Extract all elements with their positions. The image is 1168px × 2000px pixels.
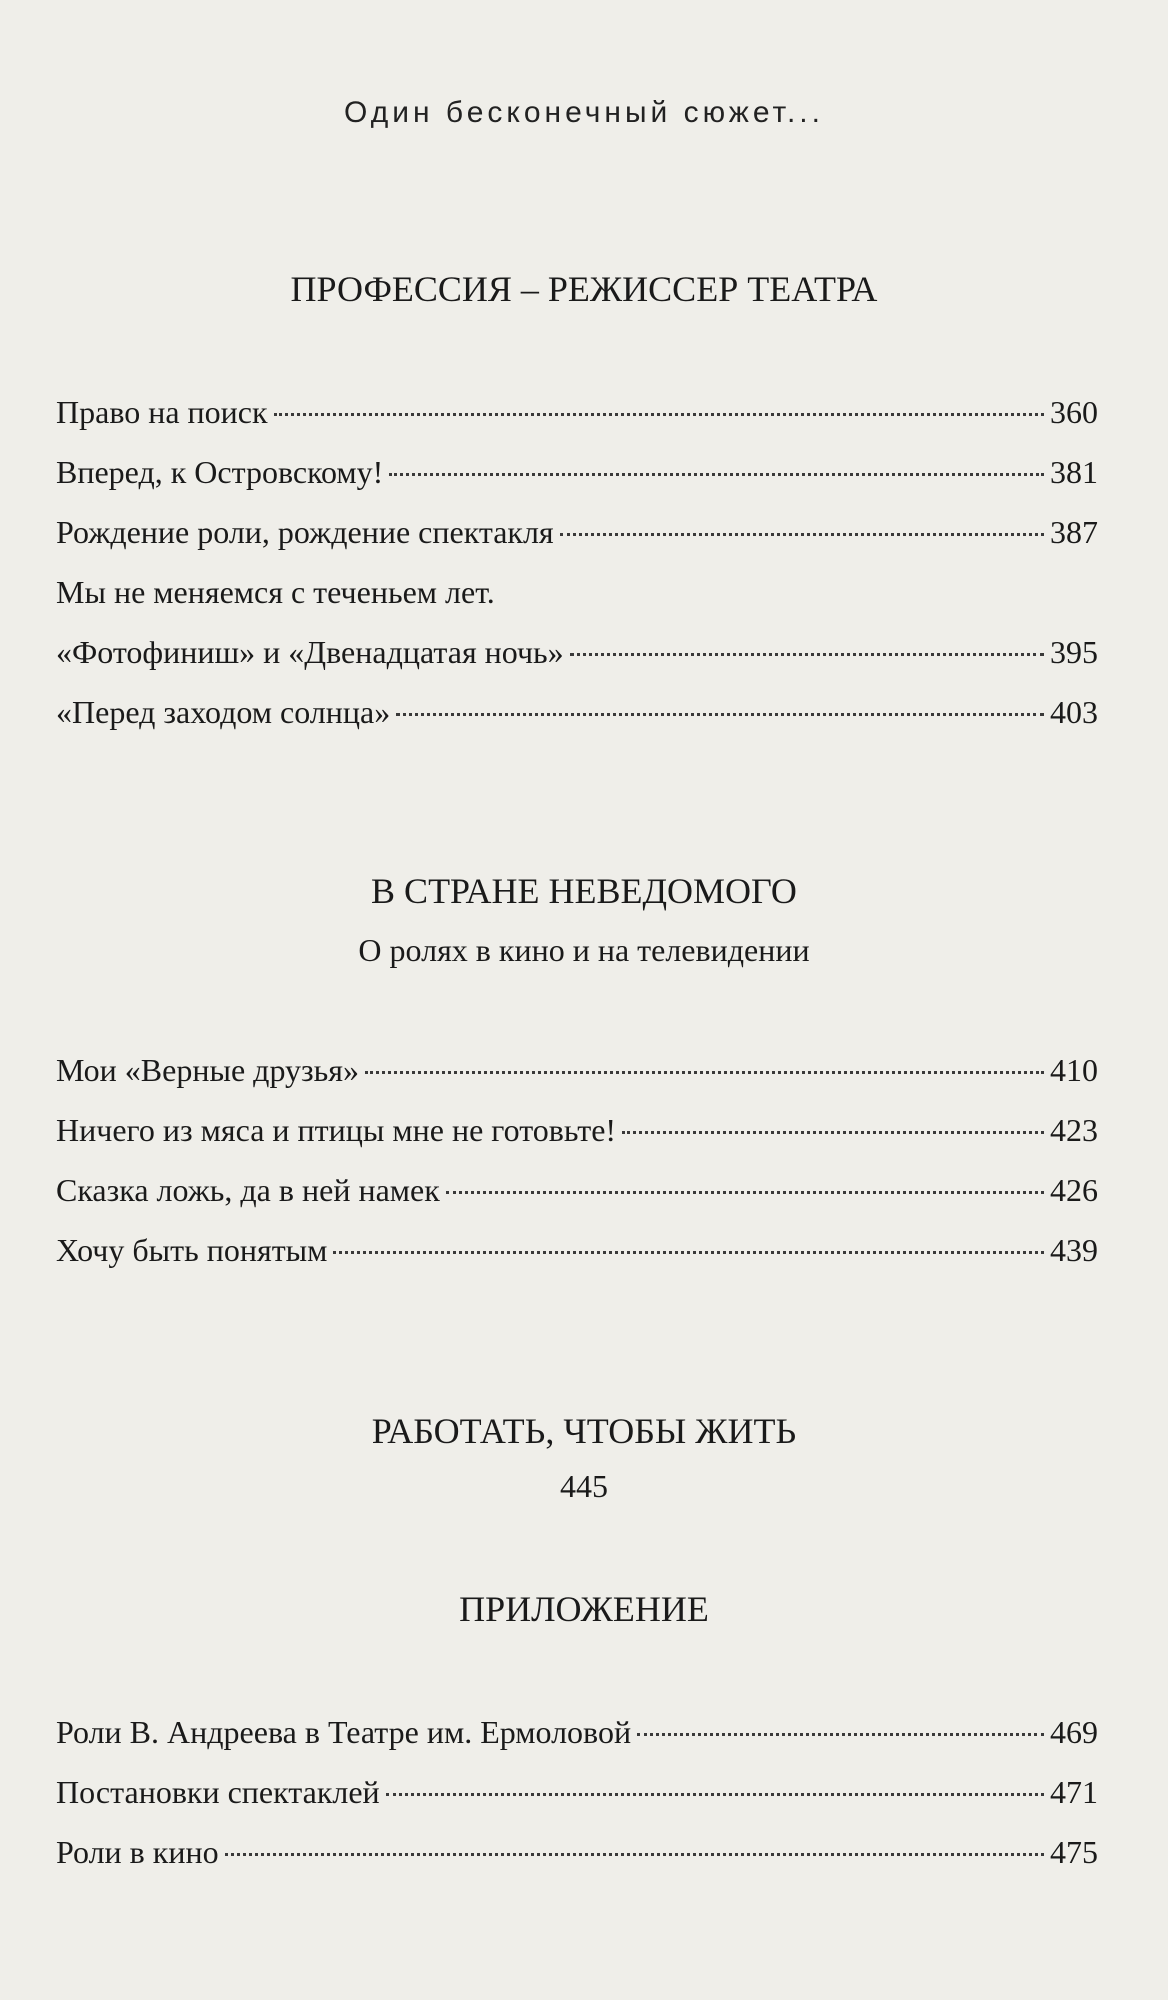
section-title: В СТРАНЕ НЕВЕДОМОГО bbox=[371, 871, 797, 911]
toc-entry bbox=[56, 692, 1098, 752]
entry-title: Хочу быть понятым bbox=[56, 1232, 328, 1268]
toc-entry bbox=[56, 1230, 1098, 1290]
entry-title: Ничего из мяса и птицы мне не готовьте! bbox=[56, 1112, 617, 1148]
dot-leader bbox=[365, 1071, 1044, 1074]
toc-entry bbox=[56, 392, 1098, 452]
toc-entry bbox=[56, 1110, 1098, 1170]
entry-title: Рождение роли, рождение спектакля bbox=[56, 514, 554, 550]
dot-leader bbox=[396, 713, 1044, 716]
toc-list bbox=[56, 1712, 1098, 1892]
entry-page: 423 bbox=[1050, 1112, 1098, 1148]
entry-title: «Перед заходом солнца» bbox=[56, 694, 391, 730]
toc-entry bbox=[56, 1832, 1098, 1892]
toc-entry bbox=[56, 1772, 1098, 1832]
entry-page: 410 bbox=[1050, 1052, 1098, 1088]
toc-entry bbox=[56, 1712, 1098, 1772]
dot-leader bbox=[333, 1251, 1044, 1254]
entry-page: 395 bbox=[1050, 634, 1098, 670]
entry-page: 475 bbox=[1050, 1834, 1098, 1870]
section-subtitle: О ролях в кино и на телевидении bbox=[358, 932, 810, 968]
dot-leader bbox=[446, 1191, 1044, 1194]
dot-leader bbox=[622, 1131, 1044, 1134]
toc-entry bbox=[56, 1170, 1098, 1230]
dot-leader bbox=[225, 1853, 1044, 1856]
entry-title: Постановки спектаклей bbox=[56, 1774, 380, 1810]
dot-leader bbox=[389, 473, 1044, 476]
toc-list bbox=[56, 392, 1098, 752]
entry-page: 381 bbox=[1050, 454, 1098, 490]
section-title: РАБОТАТЬ, ЧТОБЫ ЖИТЬ bbox=[371, 1411, 797, 1451]
section-title: ПРИЛОЖЕНИЕ bbox=[459, 1589, 709, 1629]
entry-title: Право на поиск bbox=[56, 394, 268, 430]
dot-leader bbox=[570, 653, 1044, 656]
entry-title: Сказка ложь, да в ней намек bbox=[56, 1172, 440, 1208]
toc-list bbox=[56, 1050, 1098, 1290]
section-page: 445 bbox=[560, 1468, 608, 1504]
running-head: Один бесконечный сюжет... bbox=[344, 96, 824, 129]
entry-page: 471 bbox=[1050, 1774, 1098, 1810]
entry-page: 387 bbox=[1050, 514, 1098, 550]
entry-page: 439 bbox=[1050, 1232, 1098, 1268]
entry-title: Роли В. Андреева в Театре им. Ермоловой bbox=[56, 1714, 632, 1750]
toc-entry bbox=[56, 1050, 1098, 1110]
toc-entry bbox=[56, 572, 1098, 632]
dot-leader bbox=[637, 1733, 1044, 1736]
toc-entry bbox=[56, 512, 1098, 572]
dot-leader bbox=[560, 533, 1044, 536]
entry-page: 469 bbox=[1050, 1714, 1098, 1750]
entry-page: 426 bbox=[1050, 1172, 1098, 1208]
entry-page: 403 bbox=[1050, 694, 1098, 730]
section-title: ПРОФЕССИЯ – РЕЖИССЕР ТЕАТРА bbox=[290, 269, 878, 309]
entry-page: 360 bbox=[1050, 394, 1098, 430]
entry-title: Роли в кино bbox=[56, 1834, 219, 1870]
dot-leader bbox=[386, 1793, 1044, 1796]
toc-entry bbox=[56, 632, 1098, 692]
dot-leader bbox=[274, 413, 1044, 416]
entry-title: «Фотофиниш» и «Двенадцатая ночь» bbox=[56, 634, 564, 670]
entry-title: Вперед, к Островскому! bbox=[56, 454, 384, 490]
entry-title: Мы не меняемся с теченьем лет. bbox=[56, 574, 495, 610]
entry-title: Мои «Верные друзья» bbox=[56, 1052, 359, 1088]
toc-entry bbox=[56, 452, 1098, 512]
